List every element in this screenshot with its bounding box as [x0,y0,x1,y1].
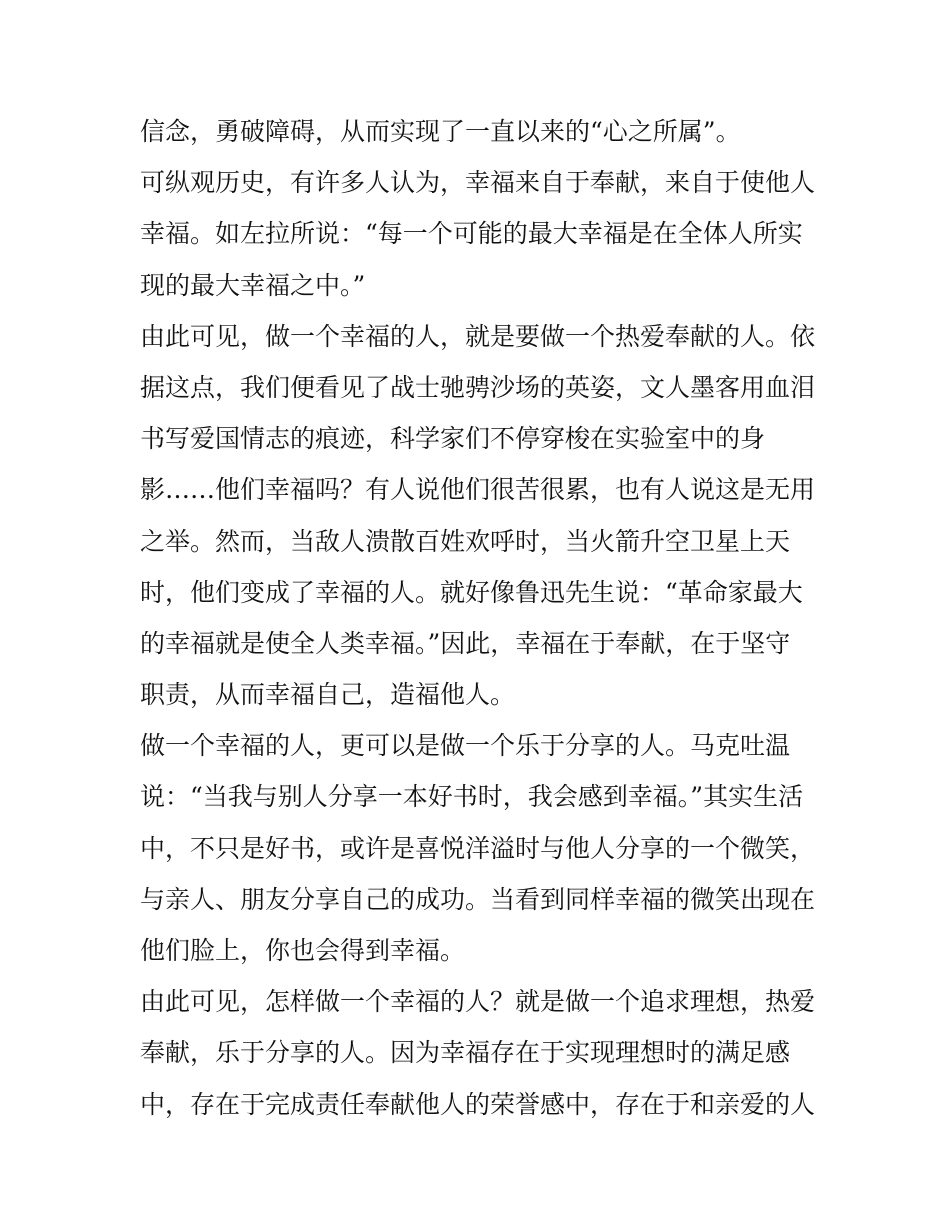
essay-body [140,106,820,1130]
text-line: 中，存在于完成责任奉献他人的荣誉感中，存在于和亲爱的人 [140,1089,816,1119]
text-line: 与亲人、朋友分享自己的成功。当看到同样幸福的微笑出现在 [140,884,816,914]
text-line: 幸福。如左拉所说：“每一个可能的最大幸福是在全体人所实 [140,219,803,249]
text-line: 由此可见，怎样做一个幸福的人？就是做一个追求理想，热爱 [140,987,816,1017]
text-line: 职责，从而幸福自己，造福他人。 [140,680,516,710]
text-line: 信念，勇破障碍，从而实现了一直以来的“心之所属”。 [140,117,741,146]
text-line: 奉献，乐于分享的人。因为幸福存在于实现理想时的满足感 [140,1038,791,1068]
text-line: 之举。然而，当敌人溃散百姓欢呼时，当火箭升空卫星上天 [140,526,791,556]
text-line: 中，不只是好书，或许是喜悦洋溢时与他人分享的一个微笑， [140,833,816,863]
text-line: 由此可见，做一个幸福的人，就是要做一个热爱奉献的人。依 [140,321,816,351]
text-line: 的幸福就是使全人类幸福。”因此，幸福在于奉献，在于坚守 [140,628,791,658]
text-line: 说：“当我与别人分享一本好书时，我会感到幸福。”其实生活 [140,782,804,812]
text-line: 时，他们变成了幸福的人。就好像鲁迅先生说：“革命家最大 [140,577,803,607]
text-line: 据这点，我们便看见了战士驰骋沙场的英姿，文人墨客用血泪 [140,372,816,402]
text-line: 书写爱国情志的痕迹，科学家们不停穿梭在实验室中的身 [140,424,766,454]
text-line: 做一个幸福的人，更可以是做一个乐于分享的人。马克吐温 [140,731,791,761]
text-line: 影……他们幸福吗？有人说他们很苦很累，也有人说这是无用 [140,475,816,505]
text-line: 他们脸上，你也会得到幸福。 [140,936,466,965]
text-line: 现的最大幸福之中。” [140,270,366,300]
text-line: 可纵观历史，有许多人认为，幸福来自于奉献，来自于使他人 [140,168,816,198]
